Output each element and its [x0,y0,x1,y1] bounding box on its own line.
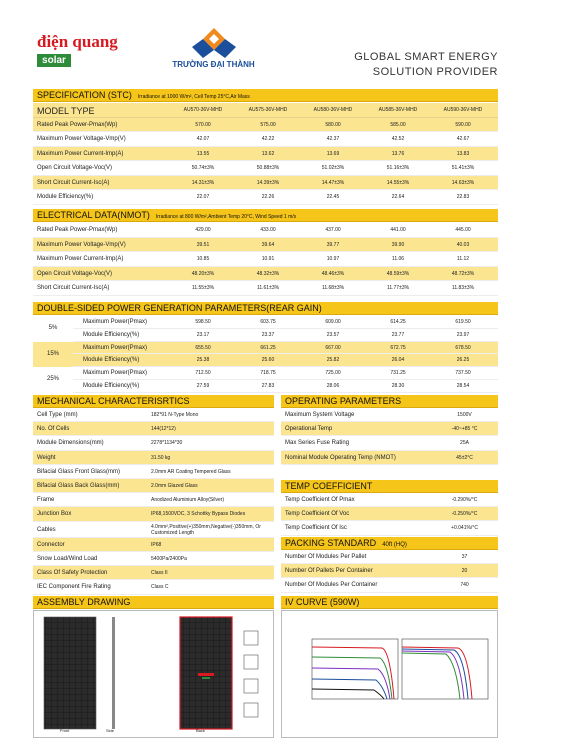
nmot-row [33,281,498,296]
dien-quang-logo: điện quang [37,32,118,51]
stc-row-value: 22.26 [261,194,275,200]
temp-title: TEMP COEFFICIENT [285,481,373,491]
nmot-row-value: 441.00 [390,227,406,233]
nmot-row [33,238,498,253]
stc-row-label: Rated Peak Power-Pmax(Wp) [37,121,118,128]
mechanical-row-label: Frame [37,497,55,504]
rear-gain-efficiency-value: 23.17 [196,331,210,338]
stc-row-value: 51.16±3% [386,165,410,171]
model-name: AU585-36V-MHD [378,107,418,113]
packing-section-bar [281,537,498,550]
stc-row-value: 42.67 [456,136,470,142]
mechanical-row-value: 144(12*12) [151,426,176,433]
rear-gain-power-row [73,342,498,355]
mechanical-row [33,422,274,436]
rear-gain-power-value: 678.50 [455,344,471,351]
stc-row-value: 14.63±3% [451,179,475,186]
rear-gain-cell: 25% [33,367,73,393]
stc-row-value: 22.64 [391,194,405,200]
nmot-row-label: Maximum Power Voltage-Vmp(V) [37,241,126,248]
operating-row-value: 25A [460,440,469,447]
rear-gain-power-value: 603.75 [260,319,276,325]
rear-gain-efficiency-value: 27.59 [196,382,210,389]
packing-row-label: Number Of Modules Per Pallet [285,554,367,560]
nmot-row-value: 10.97 [326,256,340,262]
slogan [354,50,498,80]
rear-gain-efficiency-value: 23.77 [391,331,405,338]
operating-row-value: 45±2°C [456,454,473,461]
rear-gain-efficiency-value: 28.06 [326,382,340,389]
operating-row [281,422,498,436]
front-view-label: Front [60,728,70,733]
mechanical-row-label: No. Of Cells [37,426,70,433]
stc-header-row [33,103,498,118]
nmot-row-label: Rated Peak Power-Pmax(Wp) [37,227,118,233]
nmot-row-label: Maximum Power Current-Imp(A) [37,256,124,262]
stc-row [33,176,498,191]
nmot-title: ELECTRICAL DATA(NMOT) [37,210,150,220]
rear-gain-power-value: 667.00 [325,344,341,351]
mechanical-row-value: IP68,1500VDC, 3 Schottky Bypass Diodes [151,511,246,518]
stc-row-value: 22.07 [196,194,210,200]
partner-name: TRƯỜNG ĐẠI THÀNH [172,60,255,69]
mechanical-row [33,566,274,580]
rear-gain-power-label: Maximum Power(Pmax) [83,344,148,351]
stc-row-value: 14.31±3% [191,179,215,186]
packing-row-value: 37 [461,554,468,560]
operating-row-value: -40~+85 °C [451,426,478,433]
operating-title: OPERATING PARAMETERS [285,396,402,406]
iv-curve-title: IV CURVE (590W) [285,597,360,607]
nmot-row-value: 11.55±3% [191,285,215,291]
nmot-row-value: 48.46±3% [321,270,345,277]
nmot-row [33,267,498,282]
temp-coefficient-row [281,507,498,521]
rear-gain-efficiency-value: 23.37 [261,331,275,338]
back-view-label: Back [196,728,205,733]
truong-dai-thanh-logo [166,28,261,78]
mechanical-row-value: 2.0mm Glazed Glass [151,483,198,489]
rear-gain-power-value: 609.00 [325,319,341,325]
packing-row-value: 20 [461,568,468,575]
model-name: AU590-36V-MHD [443,107,483,113]
rear-gain-efficiency-value: 27.83 [261,382,275,389]
rear-gain-group [33,342,498,368]
temp-coefficient-row [281,521,498,535]
iv-curve-section-bar [281,596,498,609]
operating-row-label: Nominal Module Operating Temp (NMOT) [285,454,396,461]
model-name: AU580-36V-MHD [313,107,353,113]
mechanical-row [33,465,274,479]
mechanical-section-bar [33,395,274,408]
rear-gain-efficiency-value: 25.60 [261,357,275,364]
rear-gain-efficiency-row [73,380,498,393]
rear-gain-efficiency-label: Module Efficiency(%) [83,331,140,338]
slogan-line-2: SOLUTION PROVIDER [372,66,498,78]
temp-coefficient-row-label: Temp Coefficient Of Pmax [285,497,355,503]
stc-row-label: Open Circuit Voltage-Voc(V) [37,165,113,171]
model-name: AU575-36V-MHD [248,107,288,113]
rear-gain-efficiency-value: 26.25 [456,357,470,364]
iv-curve-panel [281,610,498,738]
mechanical-row-label: Cables [37,526,56,533]
mechanical-row-value: Anodized Aluminium Alloy(Silver) [151,497,225,504]
header [33,0,498,84]
operating-row-label: Maximum System Voltage [285,412,355,418]
nmot-row-value: 48.59±3% [386,270,410,277]
packing-row [281,564,498,578]
nmot-row-value: 11.61±3% [256,285,280,291]
mechanical-row-value: 2.0mm AR Coating Tempered Glass [151,468,231,475]
stc-row [33,118,498,133]
nmot-row-value: 11.77±3% [386,285,410,291]
mechanical-row-value: 4.0mm²,Positive(+)350mm,Negative(-)350mm, Or Customized Length [151,523,261,536]
temp-section-bar [281,480,498,493]
rear-gain-efficiency-value: 25.82 [326,357,340,364]
rear-gain-power-value: 737.50 [455,370,471,377]
nmot-row-value: 11.12 [456,256,470,262]
nmot-row-value: 11.68±3% [321,285,345,291]
nmot-row-value: 10.91 [261,256,275,262]
nmot-row-value: 433.00 [260,227,276,233]
rear-gain-power-value: 655.50 [195,344,211,351]
stc-row [33,161,498,176]
bifacial-title: DOUBLE-SIDED POWER GENERATION PARAMETERS(REAR GAIN) [37,303,322,313]
stc-row-label: Maximum Power Current-Imp(A) [37,150,124,157]
nmot-row-value: 48.20±3% [191,270,215,277]
nmot-row [33,223,498,238]
diamond-logo-icon [192,28,236,58]
mechanical-row-value: 31.50 kg [151,454,171,461]
packing-row [281,578,498,592]
mechanical-title: MECHANICAL CHARACTERISRTICS [37,396,190,406]
rear-gain-efficiency-value: 26.04 [391,357,405,364]
assembly-title: ASSEMBLY DRAWING [37,597,131,607]
side-view-label: Side [106,728,115,733]
operating-row-value: 1500V [457,412,472,418]
stc-row-value: 14.55±3% [386,179,410,186]
stc-row-value: 22.83 [456,194,470,200]
nmot-section-bar [33,209,498,222]
stc-row-value: 42.07 [196,136,210,142]
nmot-row-value: 11.83±3% [451,285,475,291]
nmot-row-value: 429.00 [195,227,211,233]
temp-coefficient-row-value: +0.041%/°C [451,525,478,532]
assembly-drawing [33,610,274,738]
mechanical-row-value: Class C [151,584,169,591]
nmot-row-value: 10.85 [196,256,210,262]
nmot-row-value: 39.77 [326,241,340,248]
stc-row-label: Short Circuit Current-Isc(A) [37,179,110,186]
stc-note: Irradiance at 1000 W/m², Cell Temp 25°C,Air Mass [137,94,250,100]
mechanical-row-label: Bifacial Glass Front Glass(mm) [37,468,121,475]
nmot-row-value: 40.03 [456,241,470,248]
bifacial-section-bar [33,302,498,315]
stc-row-value: 42.52 [391,136,405,142]
nmot-row-value: 445.00 [455,227,471,233]
mechanical-row-value: 5400Pa/2400Pa [151,556,187,562]
stc-row-value: 13.76 [391,150,405,157]
rear-gain-efficiency-value: 28.54 [456,382,470,389]
rear-gain-power-value: 614.25 [390,319,406,325]
nmot-row-value: 437.00 [325,227,341,233]
assembly-section-bar [33,596,274,609]
rear-gain-efficiency-label: Module Efficiency(%) [83,382,140,389]
temp-coefficient-row-value: -0.250%/°C [451,511,478,518]
mechanical-row-label: Bifacial Glass Back Glass(mm) [37,483,120,489]
operating-row [281,451,498,465]
operating-row-label: Max Series Fuse Rating [285,440,350,447]
rear-gain-group [33,316,498,342]
mechanical-row-label: Module Dimensions(mm) [37,440,104,447]
rear-gain-power-row [73,367,498,380]
rear-gain-power-value: 712.50 [195,370,211,377]
solar-badge: solar [37,54,71,67]
stc-title: SPECIFICATION (STC) [37,90,132,100]
stc-row-value: 42.22 [261,136,275,142]
stc-row-value: 13.69 [326,150,340,157]
nmot-row-value: 11.06 [391,256,405,262]
rear-gain-power-value: 672.75 [390,344,406,351]
assembly-drawing-graphic [34,611,273,737]
operating-row-label: Operational Temp [285,426,333,433]
rear-gain-efficiency-value: 28.30 [391,382,405,389]
mechanical-row [33,408,274,422]
rear-gain-efficiency-value: 25.38 [196,357,210,364]
stc-row [33,132,498,147]
nmot-row [33,252,498,267]
stc-row-value: 42.37 [326,136,340,142]
mechanical-row [33,451,274,465]
rear-gain-efficiency-row [73,354,498,367]
packing-row-value: 740 [460,582,469,589]
stc-row-value: 13.55 [196,150,210,157]
mechanical-row-label: IEC Component Fire Rating [37,584,111,591]
stc-row-value: 14.39±3% [256,179,280,186]
mechanical-row-label: Snow Load/Wind Load [37,556,98,562]
rear-gain-power-label: Maximum Power(Pmax) [83,370,148,377]
operating-section-bar [281,395,498,408]
mechanical-row-value: IP68 [151,541,162,548]
operating-row [281,436,498,450]
stc-row-value: 14.47±3% [321,179,345,186]
mechanical-row [33,522,274,538]
rear-gain-efficiency-value: 23.57 [326,331,340,338]
mechanical-row-label: Weight [37,454,56,461]
temp-coefficient-row-label: Temp Coefficient Of Isc [285,525,347,532]
stc-row-value: 50.74±3% [191,165,215,171]
rear-gain-power-value: 661.25 [260,344,276,351]
rear-gain-cell: 15% [33,342,73,368]
rear-gain-power-value: 731.25 [390,370,406,377]
stc-row-value: 585.00 [390,121,406,128]
stc-row-value: 570.00 [195,121,211,128]
mechanical-row-value: 2278*1134*30 [151,440,183,447]
rear-gain-efficiency-value: 23.97 [456,331,470,338]
mechanical-row-label: Junction Box [37,511,72,518]
rear-gain-cell: 5% [33,316,73,342]
rear-gain-power-value: 725.00 [325,370,341,377]
mechanical-row-value: Class II [151,570,168,577]
temp-coefficient-row-value: -0.290%/°C [451,497,478,503]
stc-row-value: 13.83 [456,150,470,157]
mechanical-row [33,580,274,594]
operating-row [281,408,498,422]
mechanical-row [33,479,274,493]
temp-coefficient-row-label: Temp Coefficient Of Voc [285,511,350,518]
stc-row-value: 590.00 [455,121,471,128]
rear-gain-power-value: 598.50 [195,319,211,325]
rear-gain-power-value: 718.75 [260,370,276,377]
packing-row-label: Number Of Pallets Per Container [285,568,373,575]
stc-row-value: 13.62 [261,150,275,157]
nmot-row-value: 39.90 [391,241,405,248]
mechanical-row [33,507,274,521]
packing-row-label: Number Of Modules Per Container [285,582,378,589]
mechanical-row [33,493,274,507]
stc-row-value: 22.45 [326,194,340,200]
stc-section-bar [33,89,498,102]
slogan-line-1: GLOBAL SMART ENERGY [354,51,498,63]
nmot-row-value: 39.64 [261,241,275,248]
stc-row-value: 575.00 [260,121,276,128]
nmot-row-label: Open Circuit Voltage-Voc(V) [37,270,113,277]
iv-curve-graphic [282,611,497,737]
mechanical-row-value: 182*91 N-Type Mono [151,412,199,418]
rear-gain-power-label: Maximum Power(Pmax) [83,319,148,325]
nmot-row-value: 48.72±3% [451,270,475,277]
mechanical-row [33,538,274,552]
nmot-row-label: Short Circuit Current-Isc(A) [37,285,110,291]
nmot-row-value: 39.51 [196,241,210,248]
stc-row-label: Module Efficiency(%) [37,194,94,200]
nmot-row-value: 48.32±3% [256,270,280,277]
mechanical-row [33,552,274,566]
rear-gain-power-value: 619.50 [455,319,471,325]
mechanical-row-label: Class Of Safety Protection [37,570,108,577]
rear-gain-efficiency-label: Module Efficiency(%) [83,357,140,364]
model-type-label: MODEL TYPE [37,106,95,116]
mechanical-row [33,436,274,450]
nmot-note: Irradiance at 800 W/m²,Ambient Temp 20°C, Wind Speed 1 m/s [155,214,297,220]
packing-container: 40ft (HQ) [382,542,407,548]
model-name: AU570-36V-MHD [183,107,223,113]
stc-row-value: 51.02±3% [321,165,345,171]
stc-row [33,190,498,205]
datasheet-page [33,0,498,742]
temp-coefficient-row [281,493,498,507]
mechanical-row-label: Connector [37,541,65,548]
mechanical-row-label: Cell Type (mm) [37,412,78,418]
stc-row-value: 50.88±3% [256,165,280,171]
stc-row-value: 580.00 [325,121,341,128]
rear-gain-power-row [73,316,498,329]
stc-row [33,147,498,162]
stc-row-label: Maximum Power Voltage-Vmp(V) [37,136,126,142]
stc-row-value: 51.41±3% [451,165,475,171]
packing-row [281,550,498,564]
rear-gain-group [33,367,498,393]
packing-title: PACKING STANDARD [285,538,377,548]
rear-gain-efficiency-row [73,329,498,342]
